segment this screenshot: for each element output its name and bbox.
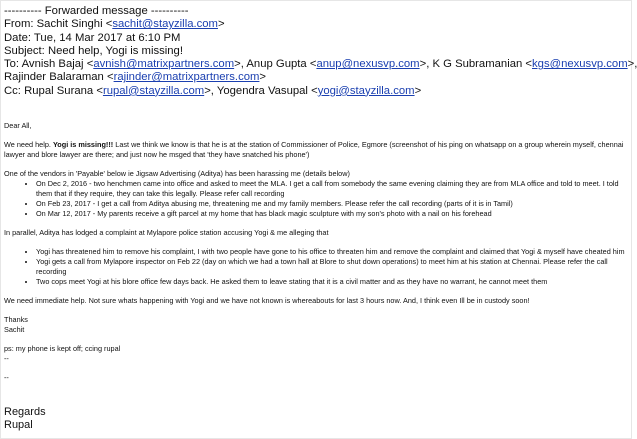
cc-label: Cc: (4, 84, 25, 97)
from-label: From: (4, 18, 37, 31)
cc-line: Cc: Rupal Surana <rupal@stayzilla.com>, Yogendra Vasupal <yogi@stayzilla.com> (4, 84, 422, 97)
email-header (4, 5, 637, 98)
to-line: To: Avnish Bajaj <avnish@matrixpartners.com>, Anup Gupta <anup@nexusvp.com>, K G Subramanian <kgs@nexusvp.com>, (4, 58, 637, 71)
signature-block (4, 406, 46, 432)
sender-name: Sachit (4, 325, 25, 334)
signature-name: Rupal (4, 419, 33, 431)
list-item: • On Mar 12, 2017 - My parents receive a gift parcel at my home that has black magic sculpture with my son's photo with a nail on his forehead (36, 209, 626, 219)
forwarded-message-line: ---------- Forwarded message ---------- (4, 5, 189, 17)
cc-recipient-email-link[interactable]: yogi@stayzilla.com (317, 84, 415, 97)
separator-dashes: -- (4, 354, 9, 363)
to-recipient-email-link[interactable]: anup@nexusvp.com (316, 58, 420, 71)
to-recipient-email-link[interactable]: avnish@matrixpartners.com (93, 58, 235, 71)
yogi-missing-emphasis: Yogi is missing!!! (52, 140, 114, 149)
complaint-allegation-list (4, 247, 626, 287)
email-body (4, 121, 626, 383)
to-label: To: (4, 58, 22, 71)
help-paragraph-prefix: We need help. (4, 140, 53, 149)
closing-paragraph: We need immediate help. Not sure whats happening with Yogi and we have not known is whereabouts for last 3 hours now. And, I think even Ill be in custody soon! (4, 296, 530, 305)
from-name: Sachit Singhi (36, 18, 106, 31)
cc-recipient-name: Yogendra Vasupal (216, 84, 312, 97)
list-item: • Yogi gets a call from Mylapore inspector on Feb 22 (day on which we had a town hall at Blore to shut down operations) to meet him at his station at Chennai. Please refer the call recording (36, 257, 626, 277)
cc-recipient-name: Rupal Surana (24, 84, 97, 97)
to-recipient-name: Avnish Bajaj (21, 58, 87, 71)
to-recipient-email-link[interactable]: rajinder@matrixpartners.com (113, 71, 260, 84)
ps-line: ps: my phone is kept off; ccing rupal (4, 344, 121, 353)
subject-line: Subject: Need help, Yogi is missing! (4, 44, 183, 57)
to-recipient-email-link[interactable]: kgs@nexusvp.com (532, 58, 628, 71)
complaint-intro: In parallel, Aditya has lodged a complaint at Mylapore police station accusing Yogi & me alleging that (4, 228, 329, 237)
cc-recipient-email-link[interactable]: rupal@stayzilla.com (102, 84, 205, 97)
to-recipient-name: Rajinder Balaraman (4, 71, 107, 84)
list-item: • On Feb 23, 2017 - I get a call from Aditya abusing me, threatening me and my family members. Please refer the call recording (parts of it is in Tamil) (36, 199, 626, 209)
help-paragraph-rest: Last we think we know is that he is at the station of Commissioner of Police, Egmore (screenshot of his ping on whatsapp on a group wherein myself, chennai lawyer and blore lawyer are there; and just now he msged that 'they have snatched his phone') (4, 140, 624, 159)
help-paragraph (4, 140, 626, 160)
thanks-line: Thanks (4, 315, 28, 324)
list-item: • On Dec 2, 2016 - two henchmen came into office and asked to meet the MLA. I get a call from somebody the same evening claiming they are from MLA office and told to meet. I told them that if they require, they can take this legally. Please refer call recording (36, 179, 626, 199)
vendors-intro: One of the vendors in 'Payable' below ie Jigsaw Advertising (Aditya) has been harassing me (details below) (4, 169, 350, 178)
vendor-incident-list (4, 179, 626, 219)
greeting: Dear All, (4, 121, 32, 130)
separator-dashes: -- (4, 373, 9, 382)
list-item: • Two cops meet Yogi at his blore office few days back. He asked them to leave stating that it is a civil matter and as they have no warrant, he cannot meet them (36, 277, 626, 287)
from-line: From: Sachit Singhi <sachit@stayzilla.com> (4, 18, 225, 31)
to-recipient-name: K G Subramanian (432, 58, 526, 71)
from-email-link[interactable]: sachit@stayzilla.com (112, 18, 218, 31)
list-item: • Yogi has threatened him to remove his complaint, I with two people have gone to his office to threaten him and remove the complaint and claimed that Yogi & myself have cheated him (36, 247, 626, 257)
to-line-continued: Rajinder Balaraman <rajinder@matrixpartners.com> (4, 71, 267, 84)
to-recipient-name: Anup Gupta (246, 58, 310, 71)
date-line: Date: Tue, 14 Mar 2017 at 6:10 PM (4, 31, 181, 44)
signature-regards: Regards (4, 406, 46, 418)
